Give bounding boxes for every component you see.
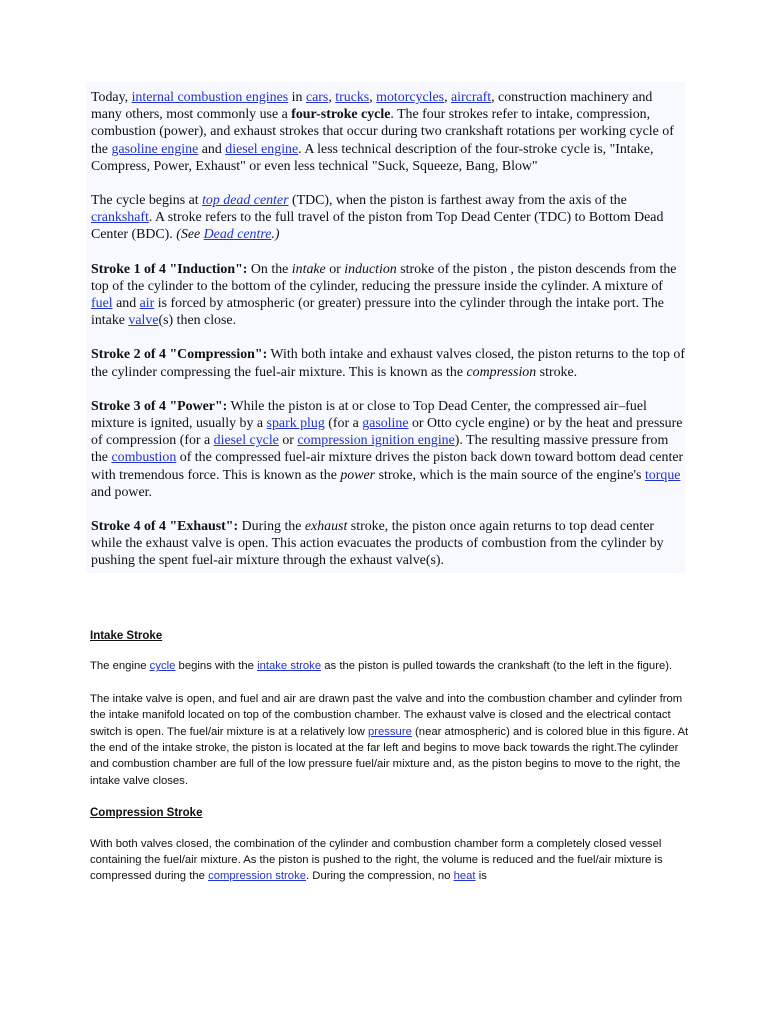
- link-diesel-cycle[interactable]: diesel cycle: [213, 433, 279, 449]
- link-heat[interactable]: heat: [453, 870, 476, 883]
- stroke-1-heading: Stroke 1 of 4 "Induction":: [91, 261, 248, 277]
- compression-paragraph-1: With both valves closed, the combination of the cylinder and combustion chamber form a completely closed vessel containing the fuel/air mixture. As the piston is pushed to the right, the volume is reduced and the fuel/air mixture is compressed during the compression stroke. During the compression, no heat is: [90, 837, 663, 883]
- stroke-2-heading: Stroke 2 of 4 "Compression":: [91, 347, 268, 363]
- link-crankshaft[interactable]: crankshaft: [91, 210, 149, 226]
- link-compression-stroke[interactable]: compression stroke: [208, 870, 307, 883]
- link-combustion[interactable]: combustion: [111, 450, 177, 466]
- tdc-paragraph: The cycle begins at top dead center (TDC), when the piston is farthest away from the axis of the crankshaft. A stroke refers to the full travel of the piston from Top Dead Center (TDC) to Bottom Dead Center (BDC). (See Dead centre.): [91, 193, 664, 243]
- link-air[interactable]: air: [139, 296, 155, 312]
- intro-paragraph: Today, internal combustion engines in cars, trucks, motorcycles, aircraft, construction machinery and many others, most commonly use a four-stroke cycle. The four strokes refer to intake, compression, combustion (power), and exhaust strokes that occur during two crankshaft rotations per working cycle of the gasoline engine and diesel engine. A less technical description of the four-stroke cycle is, "Intake, Compress, Power, Exhaust" or even less technical "Suck, Squeeze, Bang, Blow": [91, 90, 674, 174]
- stroke-4-heading: Stroke 4 of 4 "Exhaust":: [91, 519, 239, 535]
- link-motorcycles[interactable]: motorcycles: [376, 90, 445, 105]
- stroke-details: [90, 625, 690, 901]
- stroke-3-paragraph: Stroke 3 of 4 "Power": While the piston is at or close to Top Dead Center, the compressed air–fuel mixture is ignited, usually by a spark plug (for a gasoline or Otto cycle engine) or by the heat and pressure of compression (for a diesel cycle or compression ignition engine). The resulting massive pressure from the combustion of the compressed fuel-air mixture drives the piston back down toward bottom dead center with tremendous force. This is known as the power stroke, which is the main source of the engine's torque and power.: [91, 398, 684, 500]
- four-stroke-article: [86, 82, 685, 573]
- link-spark-plug[interactable]: spark plug: [266, 416, 325, 432]
- intake-stroke-heading: Intake Stroke: [90, 630, 163, 642]
- link-trucks[interactable]: trucks: [335, 90, 370, 105]
- link-gasoline[interactable]: gasoline: [362, 416, 409, 432]
- see-note: (See Dead centre.): [176, 227, 280, 243]
- link-internal-combustion-engines[interactable]: internal combustion engines: [131, 90, 289, 105]
- link-valve[interactable]: valve: [128, 313, 159, 329]
- link-cars[interactable]: cars: [305, 90, 329, 105]
- link-top-dead-center[interactable]: top dead center: [202, 193, 289, 209]
- intake-paragraph-2: The intake valve is open, and fuel and air are drawn past the valve and into the combustion chamber and cylinder from the intake manifold located on top of the combustion chamber. The exhaust valve is closed and the electrical contact switch is open. The fuel/air mixture is at a relatively low pressure (near atmospheric) and is colored blue in this figure. At the end of the intake stroke, the piston is located at the far left and begins to move back towards the right.The cylinder and combustion chamber are full of the low pressure fuel/air mixture and, as the piston begins to move to the right, the intake valve closes.: [90, 692, 689, 787]
- bold-four-stroke-cycle: four-stroke cycle: [291, 107, 391, 123]
- link-pressure[interactable]: pressure: [367, 725, 412, 738]
- stroke-2-paragraph: Stroke 2 of 4 "Compression": With both intake and exhaust valves closed, the piston returns to the top of the cylinder compressing the fuel-air mixture. This is known as the compression stroke.: [91, 347, 685, 380]
- stroke-1-paragraph: Stroke 1 of 4 "Induction": On the intake or induction stroke of the piston , the piston descends from the top of the cylinder to the bottom of the cylinder, reducing the pressure inside the cylinder. A mixture of fuel and air is forced by atmospheric (or greater) pressure into the cylinder through the intake port. The intake valve(s) then close.: [91, 261, 677, 329]
- intake-paragraph-1: The engine cycle begins with the intake stroke as the piston is pulled towards the crankshaft (to the left in the figure).: [90, 660, 673, 673]
- link-fuel[interactable]: fuel: [91, 296, 113, 312]
- link-dead-centre[interactable]: Dead centre: [203, 227, 272, 243]
- link-intake-stroke[interactable]: intake stroke: [257, 660, 322, 673]
- link-compression-ignition-engine[interactable]: compression ignition engine: [297, 433, 455, 449]
- link-torque[interactable]: torque: [644, 467, 681, 483]
- compression-stroke-heading: Compression Stroke: [90, 807, 203, 820]
- stroke-4-paragraph: Stroke 4 of 4 "Exhaust": During the exhaust stroke, the piston once again returns to top dead center while the exhaust valve is open. This action evacuates the products of combustion from the cylinder by pushing the spent fuel-air mixture through the exhaust valve(s).: [91, 519, 664, 569]
- link-aircraft[interactable]: aircraft: [451, 90, 492, 105]
- link-diesel-engine[interactable]: diesel engine: [225, 141, 299, 157]
- stroke-3-heading: Stroke 3 of 4 "Power":: [91, 398, 228, 414]
- link-gasoline-engine[interactable]: gasoline engine: [111, 141, 199, 157]
- link-cycle[interactable]: cycle: [149, 660, 176, 673]
